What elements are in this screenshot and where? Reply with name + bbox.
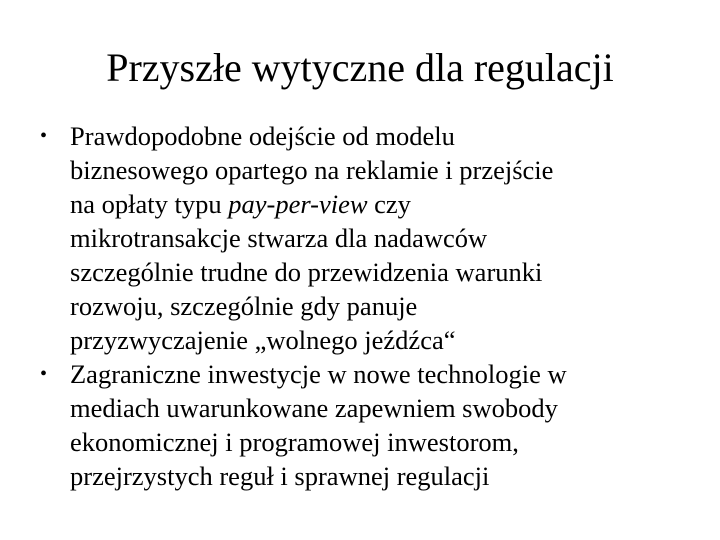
bullet-line: biznesowego opartego na reklamie i przejście <box>70 155 554 185</box>
bullet-line: Prawdopodobne odejście od modelu <box>70 121 455 151</box>
bullet-line: Zagraniczne inwestycje w nowe technologie w <box>70 359 567 389</box>
bullet-icon: • <box>40 363 48 385</box>
bullet-line: mediach uwarunkowane zapewniem swobody <box>70 393 558 423</box>
slide-title: Przyszłe wytyczne dla regulacji <box>106 45 614 90</box>
bullet-line-text: na opłaty typu <box>70 189 229 219</box>
bullet-line: przyzwyczajenie „wolnego jeźdźca“ <box>70 325 456 355</box>
bullet-line: przejrzystych reguł i sprawnej regulacji <box>70 461 490 491</box>
bullet-line: szczególnie trudne do przewidzenia warunki <box>70 257 543 287</box>
bullet-icon: • <box>40 125 48 147</box>
italic-term: pay-per-view <box>228 189 368 219</box>
bullet-list <box>40 119 700 493</box>
bullet-item <box>40 357 700 493</box>
bullet-line: mikrotransakcje stwarza dla nadawców <box>70 223 488 253</box>
bullet-item <box>40 119 700 357</box>
bullet-line: rozwoju, szczególnie gdy panuje <box>70 291 418 321</box>
bullet-line-text: czy <box>367 189 411 219</box>
bullet-line: ekonomicznej i programowej inwestorom, <box>70 427 519 457</box>
bullet-line <box>70 187 700 221</box>
